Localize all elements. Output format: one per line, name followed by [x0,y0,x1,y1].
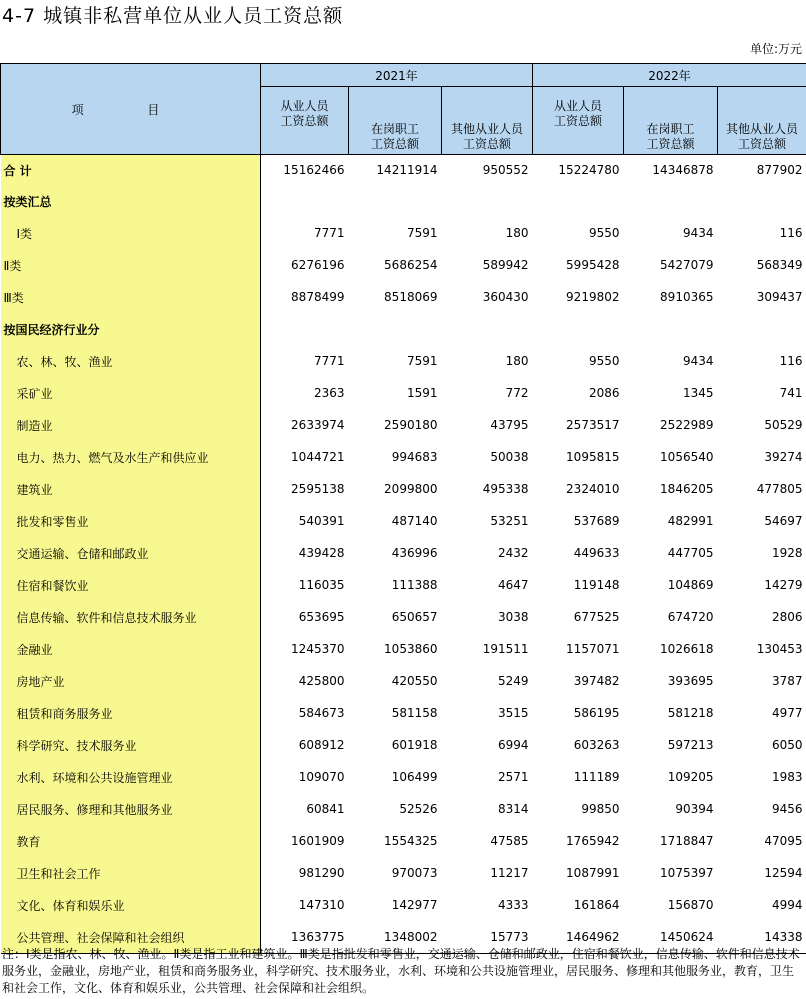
row-value: 1718847 [660,834,714,848]
table-row [1,601,806,633]
row-value: 39274 [764,450,803,464]
row-value [442,313,533,345]
row-value: 650657 [391,610,438,624]
row-value: 14338 [718,921,806,954]
row-value [533,313,624,345]
row-value: 2571 [497,770,529,784]
row-value: 397482 [573,674,620,688]
header-col-other: 其他从业人员 工资总额 [718,87,806,155]
row-label: 农、林、牧、渔业 [1,345,261,377]
row-value: 8878499 [291,290,345,304]
row-label: 按类汇总 [1,185,261,217]
row-label: 租赁和商务服务业 [1,697,261,729]
row-value: 130453 [756,642,803,656]
row-value [624,185,718,217]
row-value: 1053860 [384,642,438,656]
row-value: 425800 [298,674,345,688]
row-value: 586195 [573,706,620,720]
row-value: 1056540 [660,450,714,464]
table-row [1,377,806,409]
row-value: 447705 [667,546,714,560]
row-label: 教育 [1,825,261,857]
table-row [1,155,806,186]
table-row [1,697,806,729]
row-value: 9219802 [566,290,620,304]
row-label: 金融业 [1,633,261,665]
row-value: 2086 [588,386,620,400]
table-row [1,761,806,793]
table-row [1,569,806,601]
row-value: 1765942 [566,834,620,848]
table-row [1,825,806,857]
row-value: 6994 [497,738,529,752]
row-value: 1928 [771,546,803,560]
table-row [1,729,806,761]
row-value: 603263 [573,738,620,752]
row-value: 2099800 [384,482,438,496]
row-value: 2573517 [566,418,620,432]
header-col-total: 从业人员 工资总额 [533,87,624,155]
row-value: 597213 [667,738,714,752]
table-row [1,505,806,537]
row-value: 436996 [391,546,438,560]
row-value: 14279 [764,578,803,592]
row-value: 487140 [391,514,438,528]
row-value: 3515 [497,706,529,720]
table-row [1,665,806,697]
row-label: 居民服务、修理和其他服务业 [1,793,261,825]
row-value: 5427079 [660,258,714,272]
row-value: 1026618 [660,642,714,656]
row-label: 交通运输、仓储和邮政业 [1,537,261,569]
header-row-years [1,64,806,87]
row-value: 9456 [771,802,803,816]
row-value: 994683 [391,450,438,464]
row-label: 批发和零售业 [1,505,261,537]
row-value: 482991 [667,514,714,528]
row-value: 1245370 [291,642,345,656]
table-row [1,345,806,377]
row-value: 393695 [667,674,714,688]
row-value: 4994 [771,898,803,912]
row-label: 采矿业 [1,377,261,409]
row-value: 12594 [764,866,803,880]
row-value: 8518069 [384,290,438,304]
row-value: 9550 [588,226,620,240]
row-value [624,313,718,345]
row-value [261,313,349,345]
row-value: 608912 [298,738,345,752]
row-value: 1846205 [660,482,714,496]
row-value: 191511 [482,642,529,656]
row-value: 4333 [497,898,529,912]
row-value: 6050 [771,738,803,752]
row-value: 9550 [588,354,620,368]
header-year-2021: 2021年 [261,64,533,87]
row-value: 950552 [482,163,529,177]
table-row [1,185,806,217]
row-value [718,185,806,217]
row-value: 581158 [391,706,438,720]
row-label: 建筑业 [1,473,261,505]
header-col-onpost: 在岗职工 工资总额 [349,87,442,155]
table-row [1,889,806,921]
row-value: 180 [505,354,529,368]
row-value: 5686254 [384,258,438,272]
row-value: 1075397 [660,866,714,880]
row-value: 2363 [313,386,345,400]
table-row [1,793,806,825]
row-value: 584673 [298,706,345,720]
row-value: 4647 [497,578,529,592]
row-value: 5249 [497,674,529,688]
table-row [1,409,806,441]
row-value: 674720 [667,610,714,624]
row-value: 109205 [667,770,714,784]
row-value: 2522989 [660,418,714,432]
row-value: 2432 [497,546,529,560]
row-value: 7771 [313,226,345,240]
row-value: 9434 [682,226,714,240]
row-value: 161864 [573,898,620,912]
row-value: 970073 [391,866,438,880]
row-label: 制造业 [1,409,261,441]
table-row [1,441,806,473]
row-value [718,313,806,345]
row-label: Ⅰ类 [1,217,261,249]
row-value: 60841 [306,802,345,816]
row-value: 1348002 [349,921,442,954]
row-value: 111189 [573,770,620,784]
row-value: 119148 [573,578,620,592]
row-value: 116 [779,226,803,240]
row-value: 309437 [756,290,803,304]
row-value: 1450624 [624,921,718,954]
row-value: 9434 [682,354,714,368]
row-label: 合 计 [1,155,261,186]
header-col-total: 从业人员 工资总额 [261,87,349,155]
row-label: 电力、热力、燃气及水生产和供应业 [1,441,261,473]
row-value: 677525 [573,610,620,624]
row-label: 按国民经济行业分 [1,313,261,345]
row-value: 4977 [771,706,803,720]
row-value: 14346878 [652,163,714,177]
row-value: 116 [779,354,803,368]
row-value: 495338 [482,482,529,496]
row-value: 2595138 [291,482,345,496]
row-value [533,185,624,217]
row-value: 47095 [764,834,803,848]
row-value: 43795 [490,418,529,432]
row-value: 50038 [490,450,529,464]
row-value: 877902 [756,163,803,177]
table-body [1,155,806,954]
row-value: 1601909 [291,834,345,848]
row-value: 1554325 [384,834,438,848]
row-value: 99850 [581,802,620,816]
row-label: 科学研究、技术服务业 [1,729,261,761]
row-value: 772 [505,386,529,400]
row-value: 2590180 [384,418,438,432]
header-year-2022: 2022年 [533,64,806,87]
row-value: 54697 [764,514,803,528]
row-value: 14211914 [376,163,438,177]
table-row [1,537,806,569]
row-value: 2806 [771,610,803,624]
row-label: Ⅲ类 [1,281,261,313]
row-value: 180 [505,226,529,240]
row-value: 1983 [771,770,803,784]
row-value: 7591 [406,226,438,240]
row-value: 1591 [406,386,438,400]
row-value: 106499 [391,770,438,784]
row-label: 房地产业 [1,665,261,697]
row-value [349,313,442,345]
row-value: 540391 [298,514,345,528]
row-value: 156870 [667,898,714,912]
row-value: 8910365 [660,290,714,304]
table-row [1,249,806,281]
row-value: 1363775 [261,921,349,954]
row-label: 水利、环境和公共设施管理业 [1,761,261,793]
row-value: 15162466 [283,163,345,177]
row-value: 15224780 [558,163,620,177]
row-label: 卫生和社会工作 [1,857,261,889]
row-label: Ⅱ类 [1,249,261,281]
row-value [349,185,442,217]
table-title: 4-7 城镇非私营单位从业人员工资总额 [2,5,344,27]
row-label: 住宿和餐饮业 [1,569,261,601]
row-value: 1087991 [566,866,620,880]
row-value: 439428 [298,546,345,560]
footnote: 注：Ⅰ类是指农、林、牧、渔业。Ⅱ类是指工业和建筑业。Ⅲ类是指批发和零售业，交通运输、仓储和邮政业，住宿和餐饮业，信息传输、软件和信息技术服务业，金融业，房地产业，租赁和商务服务业，科学研究、技术服务业，水利、环境和公共设施管理业，居民服务、修理和其他服务业，教育，卫生和社会工作，文化、体育和娱乐业，公共管理、社会保障和社会组织。 [2,947,800,995]
table-row [1,473,806,505]
row-value: 7591 [406,354,438,368]
row-value: 15773 [442,921,533,954]
row-value: 104869 [667,578,714,592]
row-value: 50529 [764,418,803,432]
row-value: 477805 [756,482,803,496]
row-label: 公共管理、社会保障和社会组织 [1,921,261,954]
row-value: 53251 [490,514,529,528]
header-col-onpost: 在岗职工 工资总额 [624,87,718,155]
row-value: 1464962 [533,921,624,954]
row-value: 2633974 [291,418,345,432]
header-item: 项 目 [1,64,261,155]
row-value: 47585 [490,834,529,848]
row-value: 601918 [391,738,438,752]
row-value [261,185,349,217]
table-row [1,313,806,345]
row-value: 981290 [298,866,345,880]
row-value: 142977 [391,898,438,912]
row-value: 1095815 [566,450,620,464]
row-value: 420550 [391,674,438,688]
row-value [442,185,533,217]
row-value: 3787 [771,674,803,688]
row-value: 8314 [497,802,529,816]
row-value: 109070 [298,770,345,784]
row-value: 449633 [573,546,620,560]
row-value: 147310 [298,898,345,912]
row-value: 11217 [490,866,529,880]
table-row [1,281,806,313]
row-value: 5995428 [566,258,620,272]
row-value: 653695 [298,610,345,624]
row-value: 1345 [682,386,714,400]
table-row [1,633,806,665]
row-value: 589942 [482,258,529,272]
header-col-other: 其他从业人员 工资总额 [442,87,533,155]
row-value: 581218 [667,706,714,720]
row-value: 3038 [497,610,529,624]
row-value: 537689 [573,514,620,528]
row-value: 7771 [313,354,345,368]
row-label: 信息传输、软件和信息技术服务业 [1,601,261,633]
row-value: 2324010 [566,482,620,496]
row-value: 360430 [482,290,529,304]
unit-label: 单位:万元 [749,42,802,56]
row-value: 52526 [399,802,438,816]
row-value: 568349 [756,258,803,272]
table-row [1,857,806,889]
row-value: 1157071 [566,642,620,656]
row-value: 6276196 [291,258,345,272]
row-label: 文化、体育和娱乐业 [1,889,261,921]
wage-table [0,63,806,954]
row-value: 741 [779,386,803,400]
row-value: 116035 [298,578,345,592]
row-value: 1044721 [291,450,345,464]
row-value: 90394 [675,802,714,816]
row-value: 111388 [391,578,438,592]
table-row [1,217,806,249]
